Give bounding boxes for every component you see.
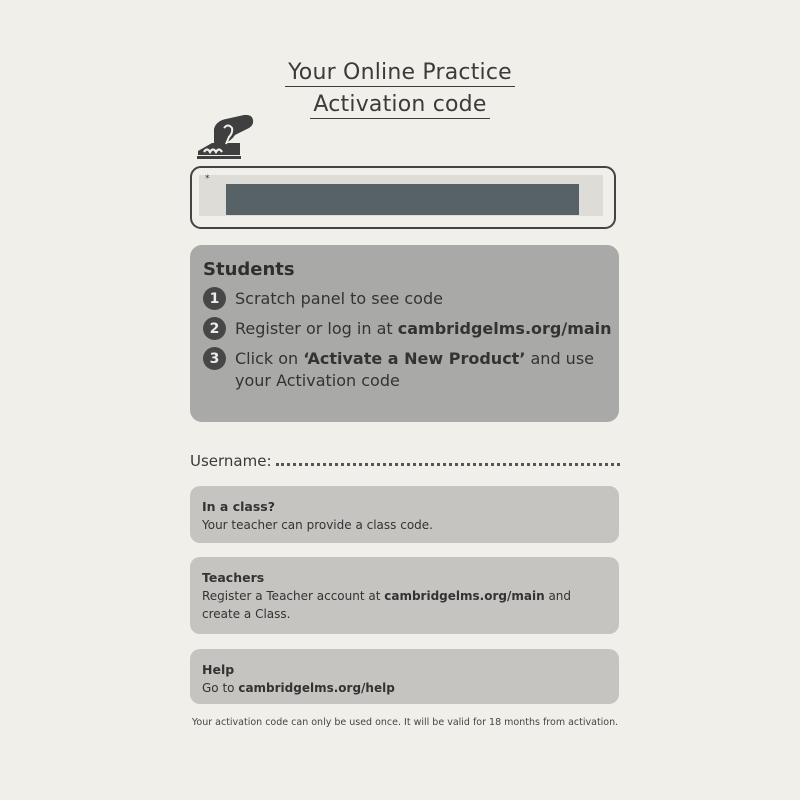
step-3 [203,348,619,392]
step-number-badge: 2 [203,317,226,340]
step-2-text [235,318,612,340]
students-panel [190,245,619,422]
hand-scratching-coin-icon [196,113,256,161]
help-link[interactable]: cambridgelms.org/help [238,681,395,695]
teachers-panel [190,557,619,634]
scratch-panel[interactable] [226,184,579,215]
help-body [202,679,619,697]
username-dotted-line [276,453,620,466]
in-class-body: Your teacher can provide a class code. [202,518,433,532]
students-heading: Students [203,259,295,280]
username-field[interactable] [190,452,620,470]
step-3-text [235,348,605,392]
help-panel [190,649,619,704]
step-1-text: Scratch panel to see code [235,289,443,308]
page-title-line2: Activation code [0,92,800,117]
help-body-prefix: Go to [202,681,239,695]
in-class-heading: In a class? [202,499,275,514]
help-heading: Help [202,662,235,677]
step-3-prefix: Click on [235,349,304,368]
teachers-body [202,587,597,623]
in-class-panel [190,486,619,543]
teachers-body-suffix: and create a Class. [202,589,572,621]
page-title-line1: Your Online Practice [0,60,800,85]
activate-product-emphasis: ‘Activate a New Product’ [303,349,526,368]
teachers-heading: Teachers [202,570,265,585]
teachers-link[interactable]: cambridgelms.org/main [384,589,545,603]
footer-note: Your activation code can only be used once. It will be valid for 18 months from activation. [191,717,619,728]
code-marker: * [205,174,210,184]
step-number-badge: 1 [203,287,226,310]
step-2-prefix: Register or log in at [235,319,398,338]
step-number-badge: 3 [203,347,226,370]
username-label: Username: [190,452,272,470]
step-3-suffix: and use your Activation code [235,349,594,390]
step-2 [203,318,619,340]
register-link[interactable]: cambridgelms.org/main [397,319,612,338]
teachers-body-prefix: Register a Teacher account at [202,589,385,603]
step-1 [203,288,619,310]
